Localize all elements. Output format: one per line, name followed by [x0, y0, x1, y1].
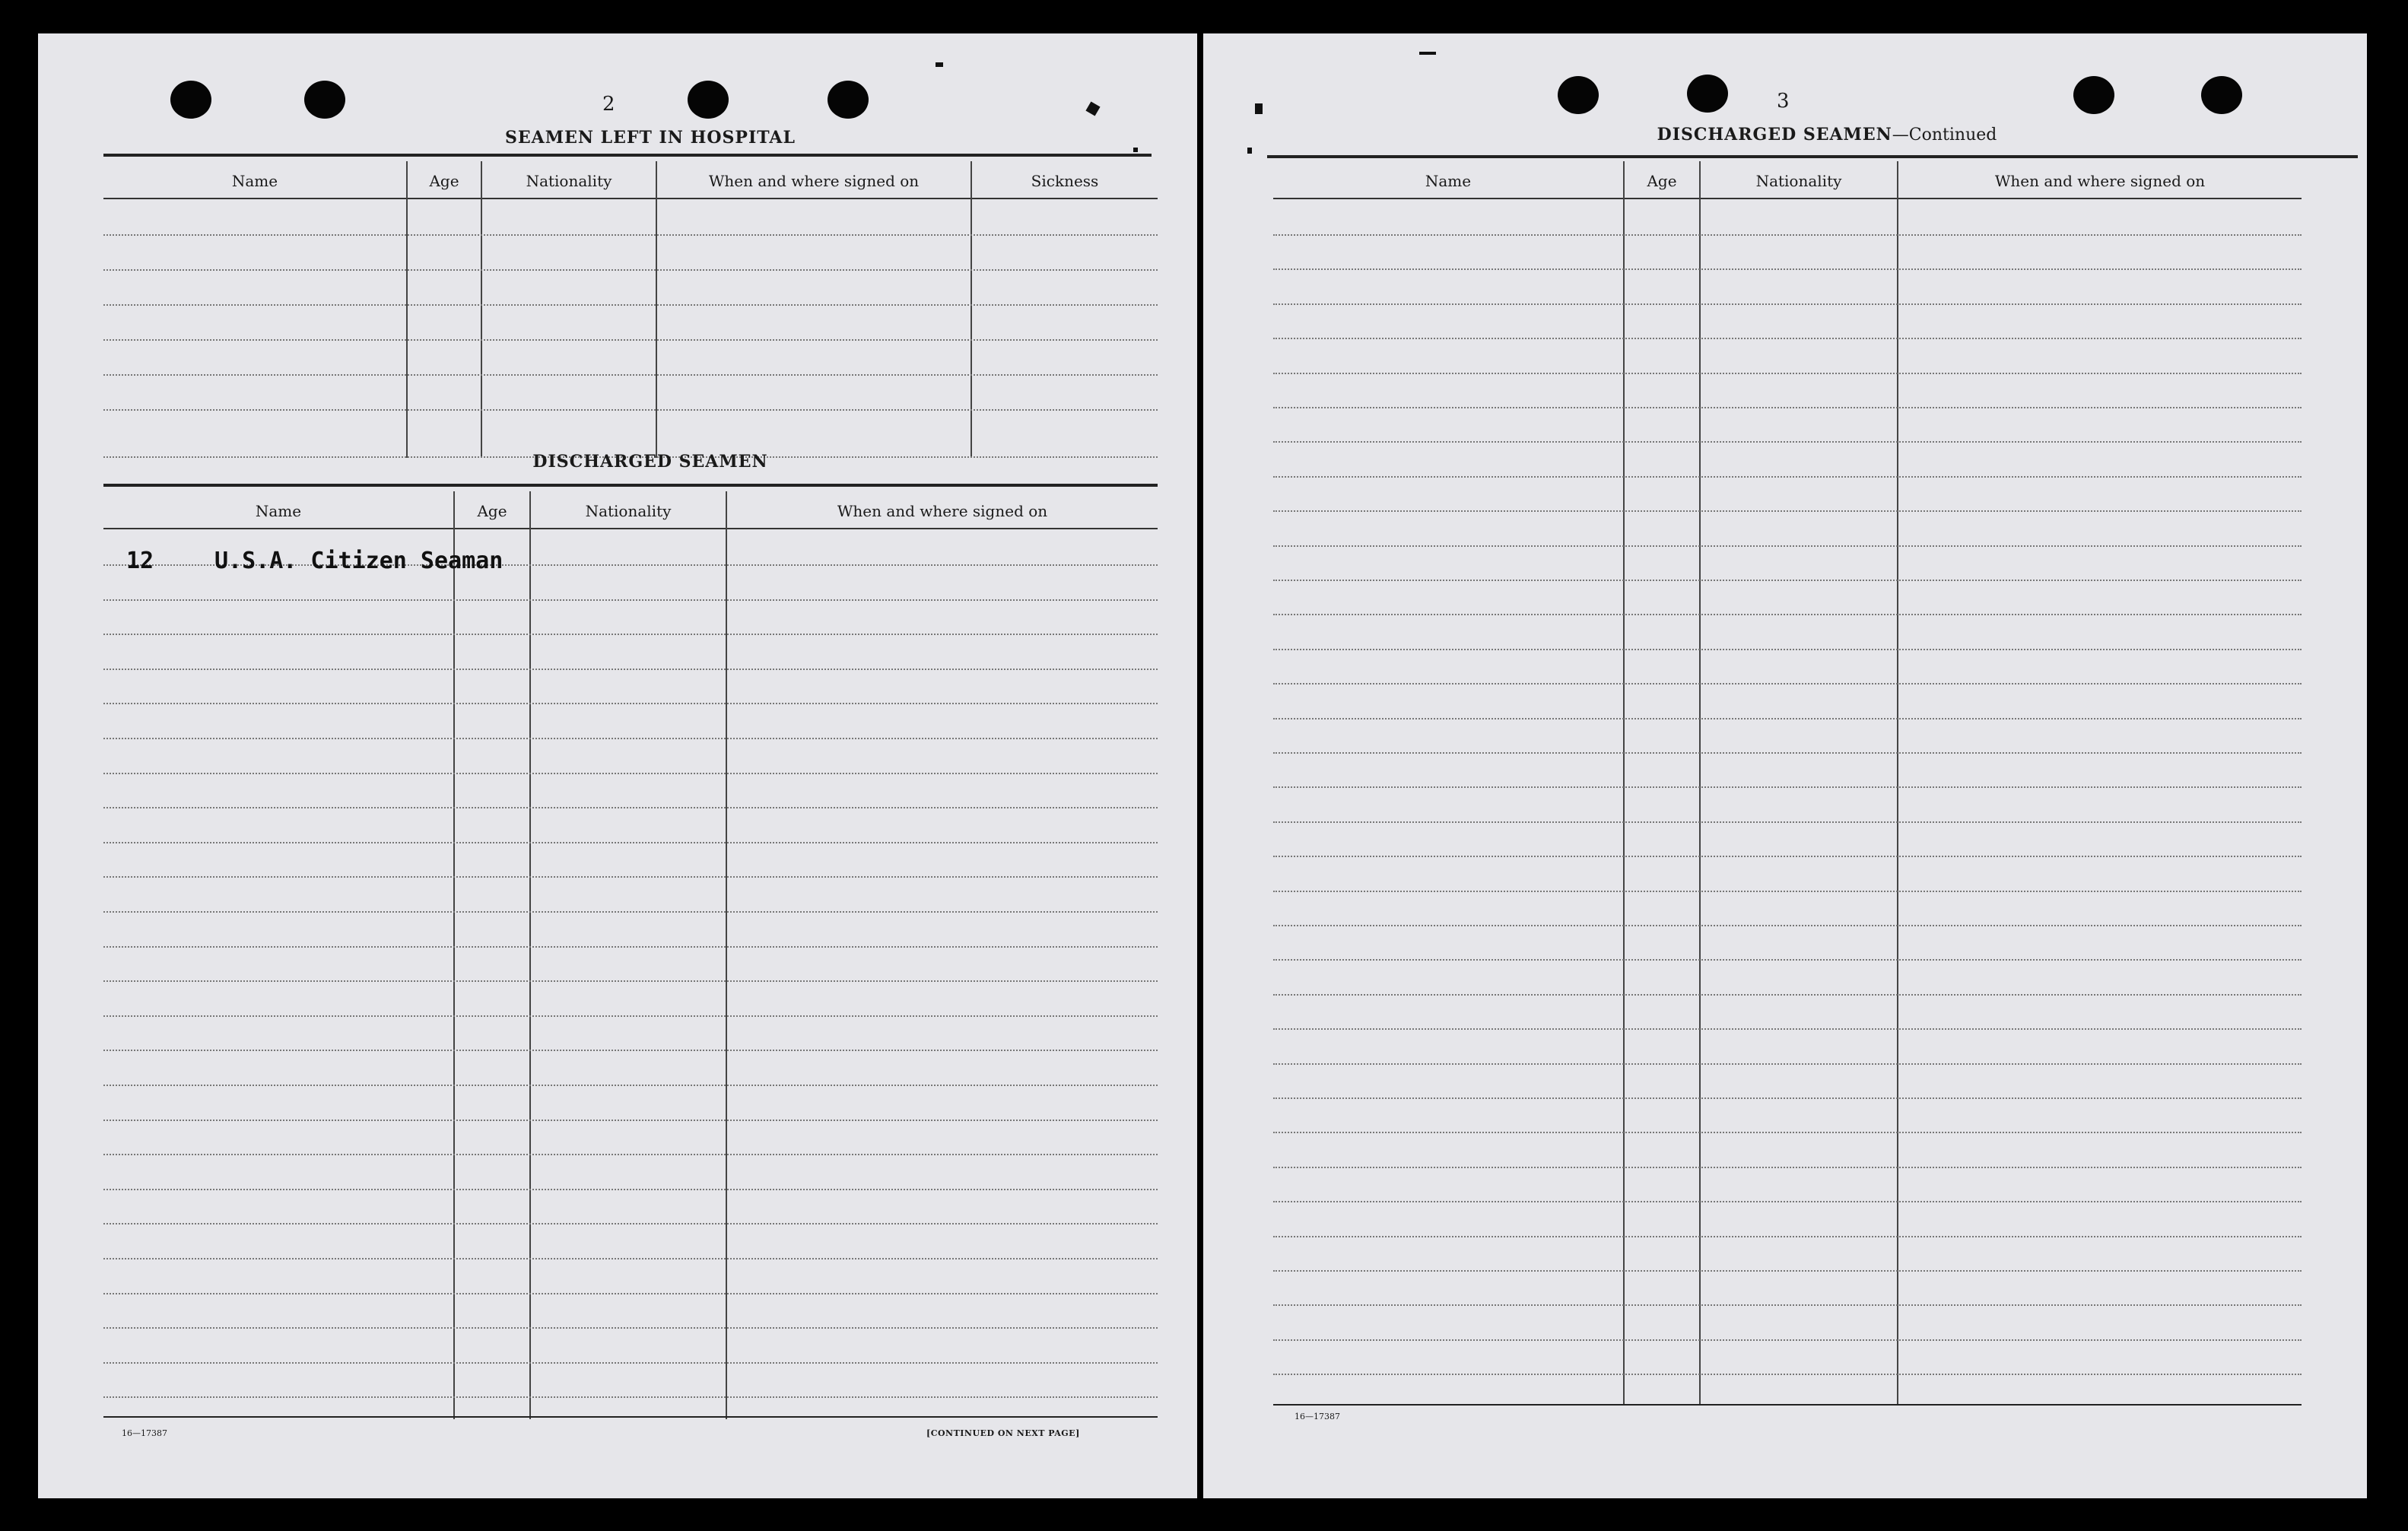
entry-name: U.S.A. Citizen Seaman — [214, 548, 504, 574]
table-row — [1273, 338, 2302, 339]
column-divider — [529, 491, 531, 1419]
form-number: 16—17387 — [1295, 1412, 1340, 1421]
table-row — [1273, 1270, 2302, 1272]
column-divider — [481, 161, 482, 458]
table-row — [1273, 925, 2302, 926]
table-row — [103, 1085, 1158, 1086]
paper-speck — [1085, 101, 1100, 116]
table-row — [1273, 234, 2302, 236]
table-row — [103, 1223, 1158, 1224]
left-form-page — [38, 33, 1197, 1498]
table-row — [103, 1015, 1158, 1017]
table-row — [1273, 821, 2302, 823]
table-row — [1273, 268, 2302, 270]
discharged-continued-title — [1523, 125, 2131, 145]
table-row — [1273, 1374, 2302, 1375]
table-row — [1273, 1304, 2302, 1306]
table-row — [1273, 1132, 2302, 1133]
table-row — [1273, 1028, 2302, 1030]
table-row — [103, 1396, 1158, 1398]
table-bottom-rule — [1273, 1404, 2302, 1406]
table-row — [103, 911, 1158, 913]
table-row — [103, 1154, 1158, 1155]
table-row — [1273, 959, 2302, 961]
table-row — [103, 773, 1158, 774]
punch-hole — [688, 81, 729, 119]
table-row — [103, 703, 1158, 704]
punch-hole — [2201, 76, 2242, 114]
table-row — [1273, 545, 2302, 547]
column-header-sickness: Sickness — [1031, 172, 1099, 190]
paper-speck — [1419, 52, 1436, 55]
table-bottom-rule — [103, 1416, 1158, 1418]
column-header-age: Age — [477, 502, 507, 520]
table-row — [103, 634, 1158, 635]
table-row — [1273, 1201, 2302, 1202]
table-row — [1273, 476, 2302, 478]
table-row — [103, 807, 1158, 808]
table-row — [1273, 786, 2302, 788]
title-suffix: —Continued — [1892, 125, 1997, 145]
column-divider — [1897, 161, 1898, 1406]
table-row — [1273, 614, 2302, 615]
right-form-page — [1203, 33, 2367, 1498]
table-row — [103, 1258, 1158, 1259]
hospital-table — [103, 161, 1158, 458]
page-number: 2 — [602, 93, 615, 116]
table-row — [1273, 994, 2302, 996]
column-header-signed-on: When and where signed on — [837, 502, 1048, 520]
form-number: 16—17387 — [122, 1428, 167, 1438]
table-row — [103, 374, 1158, 376]
table-row — [1273, 580, 2302, 581]
table-row — [1273, 1339, 2302, 1341]
table-row — [1273, 752, 2302, 754]
column-header-name: Name — [255, 502, 302, 520]
discharged-section-title: DISCHARGED SEAMEN — [532, 452, 768, 472]
table-row — [1273, 683, 2302, 685]
column-header-signed-on: When and where signed on — [708, 172, 920, 190]
table-row — [103, 738, 1158, 739]
table-row — [103, 1189, 1158, 1190]
table-row — [1273, 1063, 2302, 1065]
table-row — [1273, 1167, 2302, 1168]
entry-count: 12 — [126, 548, 154, 574]
punch-hole — [828, 81, 869, 119]
table-row — [1273, 510, 2302, 512]
table-row — [103, 1327, 1158, 1329]
table-row — [1273, 649, 2302, 650]
paper-speck — [1133, 148, 1138, 152]
table-row — [1273, 441, 2302, 443]
punch-hole — [1687, 75, 1728, 113]
table-row — [103, 1293, 1158, 1294]
column-divider — [406, 161, 408, 458]
table-row — [103, 269, 1158, 271]
title-rule — [103, 154, 1152, 157]
column-divider — [1699, 161, 1701, 1406]
punch-hole — [2073, 76, 2114, 114]
table-row — [103, 669, 1158, 670]
paper-speck — [1255, 103, 1263, 114]
table-row — [103, 339, 1158, 341]
paper-speck — [1247, 148, 1252, 154]
table-row — [103, 1120, 1158, 1121]
column-divider — [656, 161, 657, 458]
table-row — [103, 409, 1158, 411]
column-header-nationality: Nationality — [1755, 172, 1842, 190]
table-row — [103, 876, 1158, 878]
title-main: DISCHARGED SEAMEN — [1657, 125, 1892, 145]
table-row — [103, 946, 1158, 948]
discharged-table — [103, 491, 1158, 1419]
table-row — [1273, 303, 2302, 305]
column-header-nationality: Nationality — [526, 172, 612, 190]
page-number: 3 — [1777, 90, 1790, 113]
column-divider — [726, 491, 727, 1419]
column-header-nationality: Nationality — [585, 502, 672, 520]
punch-hole — [170, 81, 211, 119]
table-row — [103, 842, 1158, 843]
table-row — [1273, 1236, 2302, 1237]
paper-speck — [936, 62, 943, 67]
column-header-signed-on: When and where signed on — [1994, 172, 2206, 190]
column-header-age: Age — [429, 172, 459, 190]
punch-hole — [1558, 76, 1599, 114]
column-header-name: Name — [231, 172, 278, 190]
table-row — [103, 234, 1158, 236]
column-divider — [453, 491, 455, 1419]
table-row — [1273, 373, 2302, 374]
table-row — [1273, 718, 2302, 719]
column-header-name: Name — [1425, 172, 1472, 190]
title-rule — [1267, 155, 2358, 158]
table-row — [103, 1362, 1158, 1364]
hospital-section-title: SEAMEN LEFT IN HOSPITAL — [505, 128, 796, 148]
table-row — [1273, 1097, 2302, 1099]
continued-note: [CONTINUED ON NEXT PAGE] — [926, 1428, 1080, 1438]
table-row — [1273, 407, 2302, 408]
table-row — [103, 599, 1158, 601]
column-header-age: Age — [1647, 172, 1677, 190]
title-rule — [103, 484, 1158, 487]
table-row — [1273, 891, 2302, 892]
table-row — [103, 304, 1158, 306]
table-row — [103, 1050, 1158, 1051]
punch-hole — [304, 81, 345, 119]
discharged-continued-table — [1273, 161, 2302, 1406]
column-divider — [1623, 161, 1625, 1406]
table-row — [1273, 856, 2302, 857]
table-row — [103, 980, 1158, 982]
column-divider — [971, 161, 972, 458]
